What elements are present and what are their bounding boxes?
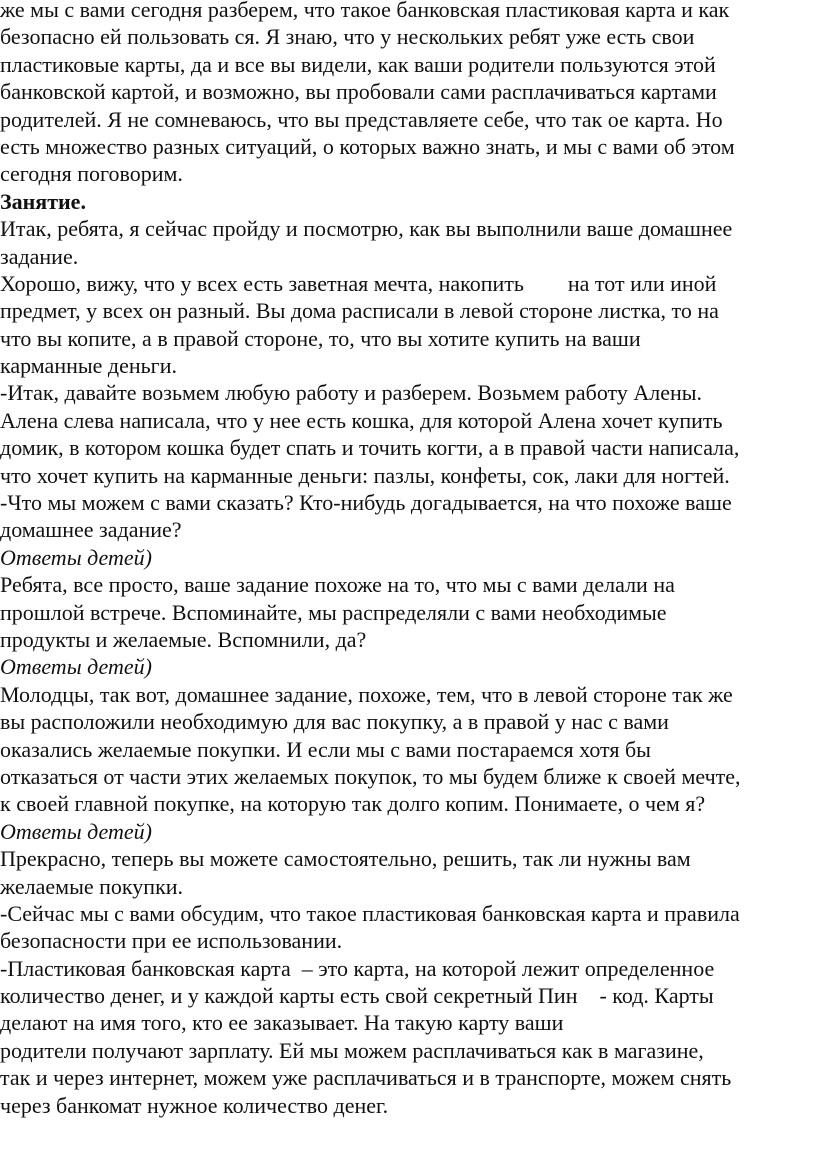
- text-line: -Пластиковая банковская карта – это карта, на которой лежит определенное: [0, 955, 715, 981]
- children-answers-note: Ответы детей): [0, 818, 152, 844]
- text-line: безопасности при ее использовании.: [0, 928, 343, 954]
- text-line: через банкомат нужное количество денег.: [0, 1092, 389, 1118]
- text-line: желаемые покупки.: [0, 873, 184, 899]
- text-line: Молодцы, так вот, домашнее задание, похоже, тем, что в левой стороне так же: [0, 681, 733, 707]
- children-answers-note: Ответы детей): [0, 544, 152, 570]
- text-line: же мы с вами сегодня разберем, что такое банковская пластиковая карта и как: [0, 0, 730, 22]
- text-line: оказались желаемые покупки. И если мы с вами постараемся хотя бы: [0, 736, 651, 762]
- text-line: Хорошо, вижу, что у всех есть заветная мечта, накопить на тот или иной: [0, 270, 717, 296]
- text-line: -Что мы можем с вами сказать? Кто-нибудь догадывается, на что похоже ваше: [0, 490, 732, 516]
- text-line: пластиковые карты, да и все вы видели, как ваши родители пользуются этой: [0, 51, 716, 77]
- text-line: прошлой встрече. Вспоминайте, мы распределяли с вами необходимые: [0, 599, 667, 625]
- text-line: делают на имя того, кто ее заказывает. На такую карту ваши: [0, 1010, 564, 1036]
- text-line: -Итак, давайте возьмем любую работу и разберем. Возьмем работу Алены.: [0, 380, 703, 406]
- text-line: отказаться от части этих желаемых покупок, то мы будем ближе к своей мечте,: [0, 763, 741, 789]
- text-line: к своей главной покупке, на которую так долго копим. Понимаете, о чем я?: [0, 791, 706, 817]
- text-line: задание.: [0, 243, 79, 269]
- text-line: Алена слева написала, что у нее есть кошка, для которой Алена хочет купить: [0, 407, 723, 433]
- text-line: безопасно ей пользовать ся. Я знаю, что у нескольких ребят уже есть свои: [0, 24, 695, 50]
- text-line: -Сейчас мы с вами обсудим, что такое пластиковая банковская карта и правила: [0, 900, 740, 926]
- text-line: Ребята, все просто, ваше задание похоже на то, что мы с вами делали на: [0, 572, 675, 598]
- text-line: Прекрасно, теперь вы можете самостоятельно, решить, так ли нужны вам: [0, 846, 691, 872]
- text-line: родителей. Я не сомневаюсь, что вы представляете себе, что так ое карта. Но: [0, 106, 723, 132]
- text-line: Итак, ребята, я сейчас пройду и посмотрю, как вы выполнили ваше домашнее: [0, 216, 733, 242]
- text-line: продукты и желаемые. Вспомнили, да?: [0, 626, 367, 652]
- text-line: домашнее задание?: [0, 517, 182, 543]
- children-answers-note: Ответы детей): [0, 654, 152, 680]
- text-line: предмет, у всех он разный. Вы дома расписали в левой стороне листка, то на: [0, 298, 719, 324]
- text-line: что вы копите, а в правой стороне, то, что вы хотите купить на ваши: [0, 325, 641, 351]
- text-line: банковской картой, и возможно, вы пробовали сами расплачиваться картами: [0, 79, 717, 105]
- text-line: карманные деньги.: [0, 353, 177, 379]
- section-heading: Занятие.: [0, 188, 86, 214]
- text-line: так и через интернет, можем уже расплачиваться и в транспорте, можем снять: [0, 1065, 732, 1091]
- text-line: количество денег, и у каждой карты есть свой секретный Пин - код. Карты: [0, 983, 714, 1009]
- text-line: есть множество разных ситуаций, о которых важно знать, и мы с вами об этом: [0, 133, 735, 159]
- text-line: домик, в котором кошка будет спать и точить когти, а в правой части написала,: [0, 435, 740, 461]
- text-line: вы расположили необходимую для вас покупку, а в правой у нас с вами: [0, 709, 669, 735]
- text-line: что хочет купить на карманные деньги: пазлы, конфеты, сок, лаки для ногтей.: [0, 462, 730, 488]
- text-line: сегодня поговорим.: [0, 161, 183, 187]
- text-line: родители получают зарплату. Ей мы можем расплачиваться как в магазине,: [0, 1037, 704, 1063]
